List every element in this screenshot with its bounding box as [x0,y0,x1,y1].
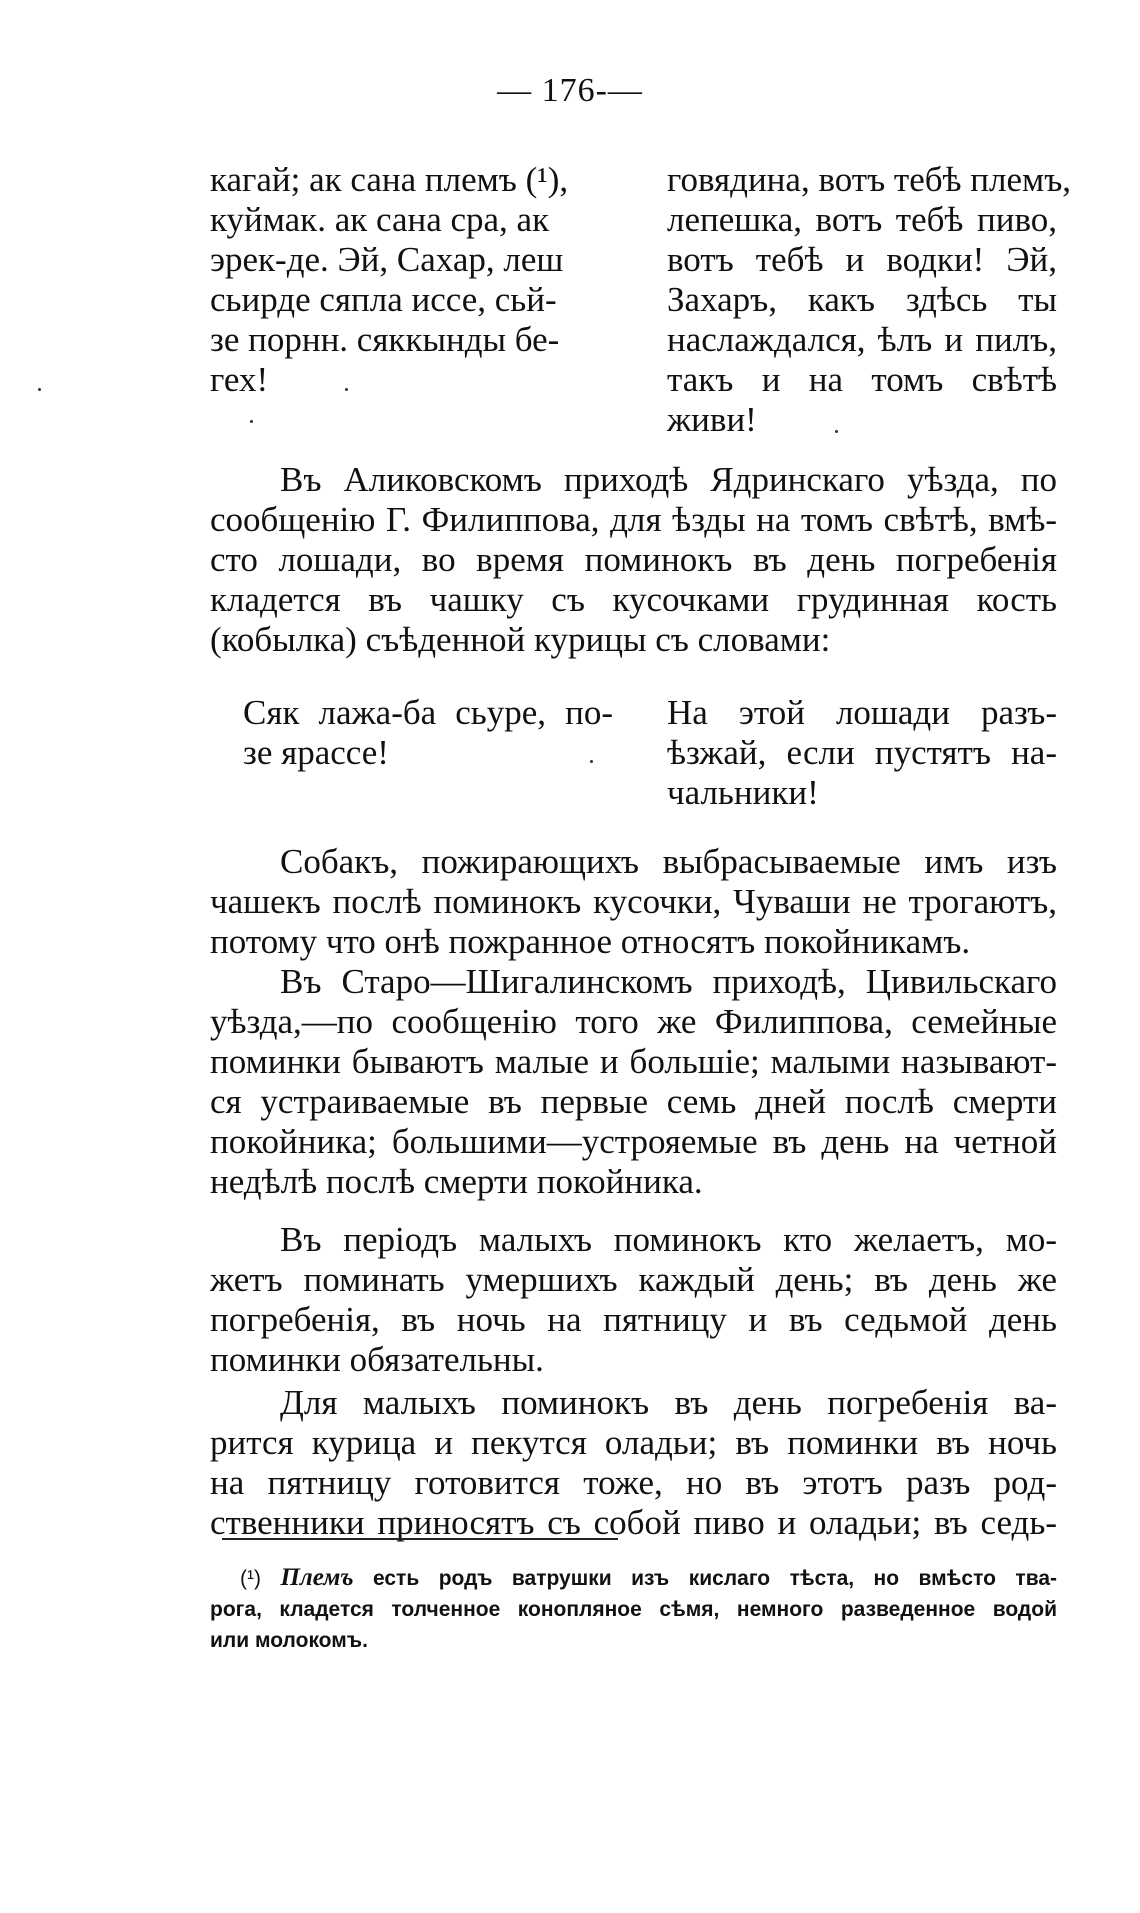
footnote-marker: (¹) [240,1567,261,1590]
footnote-line [210,1562,1057,1594]
footnote-divider [222,1538,618,1540]
footnote-line: рога, кладется толченное конопляное сѣмя, немного разведенное водой [210,1598,1057,1621]
verse-line: эрек-де. Эй, Сахар, леш [210,240,564,279]
verse2-chuvash-column [243,693,613,773]
print-speck [345,388,348,391]
verse-line: наслаждался, ѣлъ и пилъ, [667,320,1057,359]
text-line: жетъ поминать умершихъ каждый день; въ день же [210,1260,1057,1299]
text-line: на пятницу готовится тоже, но въ этотъ разъ род- [210,1463,1057,1502]
text-line: чашекъ послѣ поминокъ кусочки, Чуваши не трогаютъ, [210,882,1057,921]
verse-line: На этой лошади разъ- [667,693,1057,732]
verse-line: куймак. ак сана сра, ак [210,200,550,239]
verse-line: зе ярассе! [243,733,389,772]
verse-line: Захаръ, какъ здѣсь ты [667,280,1057,319]
footnote-text: есть родъ ватрушки изъ кислаго тѣста, но вмѣсто тва- [372,1567,1057,1590]
verse-line: ѣзжай, если пустятъ на- [667,733,1057,772]
text-line: рится курица и пекутся оладьи; въ поминки въ ночь [210,1423,1057,1462]
text-line: кладется въ чашку съ кусочками грудинная кость [210,580,1057,619]
text-line: недѣлѣ послѣ смерти покойника. [210,1162,703,1201]
print-speck [250,420,253,423]
verse2-russian-column [667,693,1057,813]
paragraph-food [210,1383,1057,1543]
paragraph-small-commemoration [210,1220,1057,1380]
text-line: (кобылка) съѣденной курицы съ словами: [210,620,831,659]
verse-line: такъ и на томъ свѣтѣ [667,360,1057,399]
text-line: поминки бываютъ малые и большіе; малыми называют- [210,1042,1057,1081]
text-line: сто лошади, во время поминокъ въ день погребенія [210,540,1057,579]
verse-line: зе порнн. сяккынды бе- [210,320,560,359]
text-line: Собакъ, пожирающихъ выбрасываемые имъ изъ [280,842,1057,881]
text-line: погребенія, въ ночь на пятницу и въ седьмой день [210,1300,1057,1339]
verse-line: Сяк лажа-ба сьуре, по- [243,693,613,732]
footnote-term: Племъ [280,1564,354,1591]
footnote-line: или молокомъ. [210,1629,368,1652]
verse-line: сьирде сяпла иссе, сьй- [210,280,557,319]
text-line: Для малыхъ поминокъ въ день погребенія ва- [280,1383,1057,1422]
verse-line: вотъ тебѣ и водки! Эй, [667,240,1057,279]
text-line: уѣзда,—по сообщенію того же Филиппова, семейные [210,1002,1057,1041]
text-line: покойника; большими—устрояемые въ день на четной [210,1122,1057,1161]
text-line: потому что онѣ пожранное относятъ покойникамъ. [210,922,971,961]
verse1-chuvash-column [210,160,569,400]
text-line: Въ Старо—Шигалинскомъ приходѣ, Цивильскаго [280,962,1057,1001]
text-line: ственники приносятъ съ собой пиво и оладьи; въ седь- [210,1503,1057,1542]
verse-line: гех! [210,360,269,399]
text-line: ся устраиваемые въ первые семь дней послѣ смерти [210,1082,1057,1121]
verse-line: кагай; ак сана племъ (¹), [210,160,569,199]
print-speck [590,760,593,763]
verse-line: говядина, вотъ тебѣ племъ, [667,160,1072,199]
text-line: Въ Аликовскомъ приходѣ Ядринскаго уѣзда, по [280,460,1057,499]
paragraph-alikovo [210,460,1057,660]
page-number: — 176-— [497,72,643,109]
verse1-russian-column [667,160,1072,440]
text-line: сообщенію Г. Филиппова, для ѣзды на томъ свѣтѣ, вмѣ- [210,500,1057,539]
verse-line: живи! [667,400,757,439]
text-line: поминки обязательны. [210,1340,544,1379]
print-speck [38,388,41,391]
verse-line: чальники! [667,773,819,812]
footnote [210,1562,1057,1656]
paragraph-dogs-and-shigaly [210,842,1057,1202]
print-speck [835,430,838,433]
text-line: Въ періодъ малыхъ поминокъ кто желаетъ, мо- [280,1220,1057,1259]
verse-line: лепешка, вотъ тебѣ пиво, [667,200,1057,239]
